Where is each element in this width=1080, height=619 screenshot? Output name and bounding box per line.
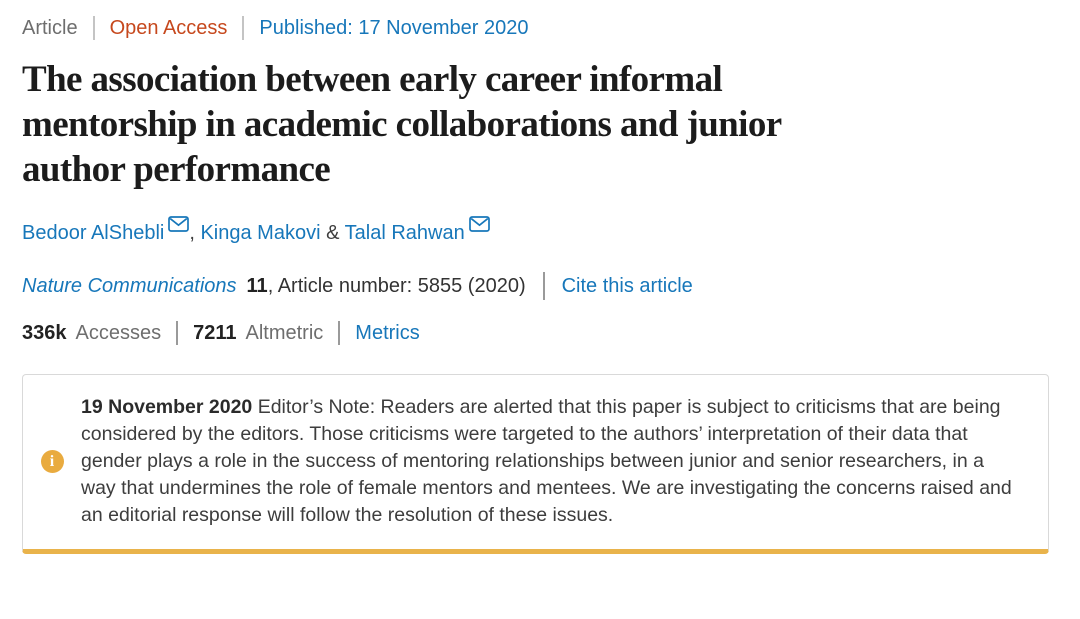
accesses-count: 336k — [22, 322, 67, 344]
note-icon-column — [23, 450, 81, 473]
editor-note-date: 19 November 2020 — [81, 396, 253, 418]
altmetric-label: Altmetric — [245, 322, 324, 344]
email-icon[interactable] — [168, 216, 189, 232]
article-number: , Article number: 5855 (2020) — [267, 275, 526, 297]
divider — [543, 272, 545, 300]
article-title — [22, 57, 1058, 192]
open-access-link[interactable]: Open Access — [109, 17, 228, 39]
divider — [176, 321, 178, 345]
journal-link[interactable]: Nature Communications — [22, 275, 237, 297]
published-date: Published: 17 November 2020 — [259, 17, 529, 39]
email-icon[interactable] — [469, 216, 490, 232]
divider — [93, 16, 95, 40]
metrics-row — [22, 319, 1058, 347]
meta-bar — [22, 14, 1058, 42]
metrics-link[interactable]: Metrics — [355, 322, 420, 344]
authors-row — [22, 219, 1058, 247]
citation-row — [22, 272, 1058, 300]
editor-note-box — [22, 374, 1049, 554]
article-title-line: mentorship in academic collaborations and junior — [22, 104, 782, 145]
divider — [242, 16, 244, 40]
divider — [338, 321, 340, 345]
info-icon: i — [41, 450, 64, 473]
author-link-kinga-makovi[interactable]: Kinga Makovi — [200, 222, 321, 244]
altmetric-count: 7211 — [193, 322, 237, 344]
author-link-talal-rahwan[interactable]: Talal Rahwan — [344, 222, 465, 244]
volume-number: 11 — [246, 275, 268, 297]
article-type-label: Article — [22, 17, 78, 39]
author-link-bedoor-alshebli[interactable]: Bedoor AlShebli — [22, 222, 165, 244]
author-separator: , — [189, 222, 195, 244]
article-title-line: author performance — [22, 149, 331, 190]
cite-this-article-link[interactable]: Cite this article — [561, 275, 693, 297]
accesses-label: Accesses — [75, 322, 162, 344]
article-title-line: The association between early career informal — [22, 59, 723, 100]
citation-text — [247, 272, 526, 300]
editor-note-body: Editor’s Note: Readers are alerted that this paper is subject to criticisms that are being considered by the editors. Those criticisms were targeted to the authors’ interpretation of their data that gender plays a role in the success of mentoring relationships between junior and senior researchers, in a way that undermines the role of female mentors and mentees. We are investigating the concerns raised and an editorial response will follow the resolution of these issues. — [81, 396, 1012, 526]
author-separator: & — [326, 222, 340, 244]
editor-note-text — [81, 394, 1020, 529]
